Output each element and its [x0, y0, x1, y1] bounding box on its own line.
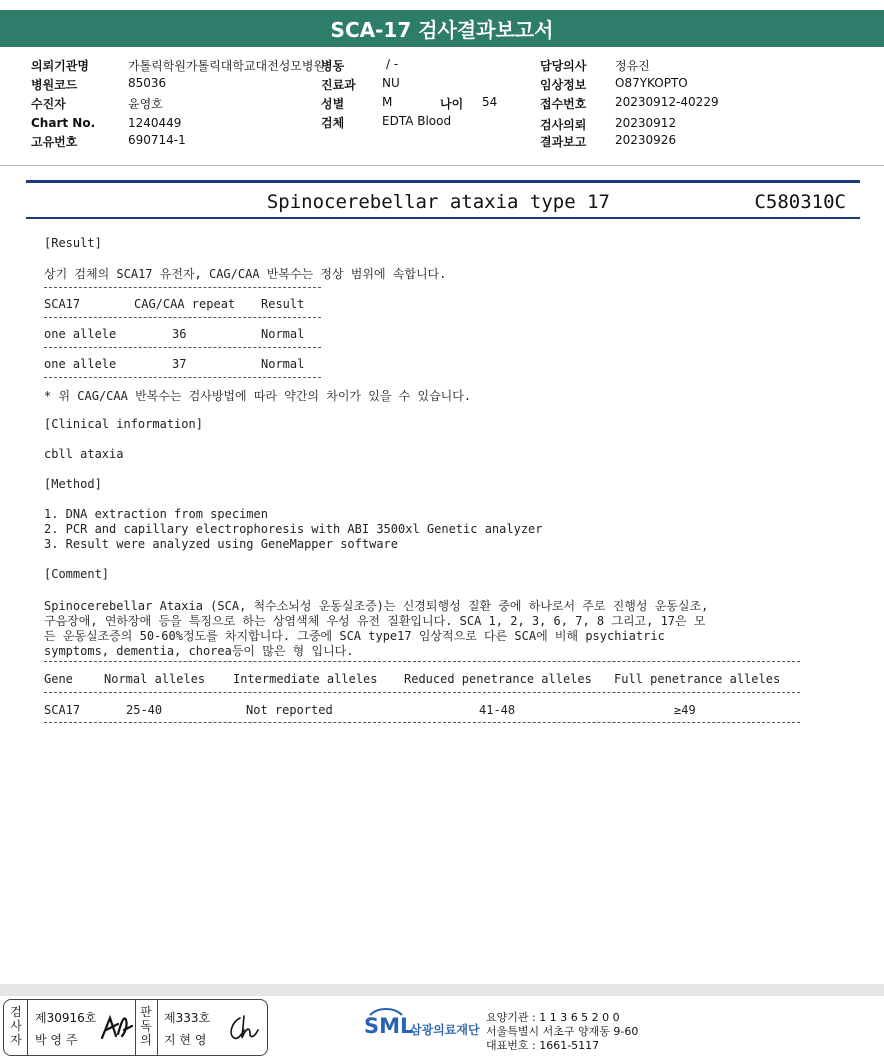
- physician-value: 정유진: [615, 59, 650, 73]
- reviewer-name: 지 현 영: [164, 1033, 207, 1047]
- sex-value: M: [382, 95, 393, 109]
- report-date-label: 결과보고: [540, 135, 587, 149]
- comment-line: 구음장애, 연하장애 등을 특징으로 하는 상염색체 우성 유전 질환입니다. SCA 1, 2, 3, 6, 7, 8 그리고, 17은 모: [44, 614, 706, 628]
- receipt-label: 접수번호: [540, 97, 587, 111]
- allele-table-header-normal: Normal alleles: [104, 672, 206, 686]
- test-code: C580310C: [754, 191, 846, 213]
- method-step: 1. DNA extraction from specimen: [44, 507, 268, 521]
- foundation-name: 삼광의료재단: [410, 1023, 480, 1037]
- reviewer-vertical-label: [137, 1005, 155, 1047]
- signature-box: [3, 999, 268, 1056]
- signature-divider: [157, 1000, 158, 1055]
- receipt-value: 20230912-40229: [615, 95, 719, 109]
- signature-divider: [27, 1000, 28, 1055]
- allele-2-result: Normal: [261, 357, 305, 371]
- method-step: 3. Result were analyzed using GeneMapper software: [44, 537, 399, 551]
- document-title: SCA-17 검사결과보고서: [330, 18, 554, 42]
- report-date-value: 20230926: [615, 133, 677, 147]
- clinical-info-value: O87YKOPTO: [615, 76, 688, 90]
- reviewer-license-no: 제333호: [164, 1011, 211, 1025]
- lab-code: 요양기관 : 1 1 3 6 5 2 0 0: [486, 1011, 620, 1024]
- report-title-top-rule: [26, 180, 860, 183]
- comment-line: 든 운동실조증의 50-60%정도를 차지합니다. 그중에 SCA type17 임상적으로 다른 SCA에 비해 psychiatric: [44, 629, 665, 643]
- institution-value: 가톨릭학원가톨릭대학교대전성모병원: [128, 59, 326, 73]
- table-divider: [44, 287, 321, 288]
- sml-logo: [364, 1006, 414, 1044]
- allele-1-repeat: 36: [172, 327, 187, 341]
- chart-no-value: 1240449: [128, 116, 182, 130]
- chart-no-label: Chart No.: [31, 116, 96, 130]
- allele-table-full: ≥49: [674, 703, 696, 717]
- id-value: 690714-1: [128, 133, 186, 147]
- logo-text: SML: [364, 1014, 414, 1038]
- test-name: Spinocerebellar ataxia type 17: [266, 191, 610, 213]
- header-divider: [0, 165, 884, 166]
- allele-table-normal: 25-40: [126, 703, 163, 717]
- lab-address: 서울특별시 서초구 양재동 9-60: [486, 1025, 639, 1038]
- ward-label: 병동: [321, 59, 345, 73]
- ward-value: / -: [386, 57, 399, 71]
- result-note: * 위 CAG/CAA 반복수는 검사방법에 따라 약간의 차이가 있을 수 있습니다.: [44, 389, 472, 403]
- tester-vertical-label: [7, 1005, 25, 1047]
- table-divider: [44, 661, 800, 662]
- department-label: 진료과: [321, 78, 356, 92]
- method-step: 2. PCR and capillary electrophoresis with ABI 3500xl Genetic analyzer: [44, 522, 543, 536]
- result-header-gene: SCA17: [44, 297, 81, 311]
- institution-label: 의뢰기관명: [31, 59, 89, 73]
- allele-1-result: Normal: [261, 327, 305, 341]
- method-heading: [Method]: [44, 477, 102, 491]
- table-divider: [44, 347, 321, 348]
- result-header-result: Result: [261, 297, 305, 311]
- allele-table-intermediate: Not reported: [246, 703, 333, 717]
- reviewer-signature: [226, 1012, 262, 1044]
- clinical-heading: [Clinical information]: [44, 417, 203, 431]
- specimen-value: EDTA Blood: [382, 114, 452, 128]
- comment-line: Spinocerebellar Ataxia (SCA, 척수소뇌성 운동실조증)는 신경퇴행성 질환 중에 하나로서 주로 진행성 운동실조,: [44, 599, 709, 613]
- age-label: 나이: [440, 97, 464, 111]
- result-heading: [Result]: [44, 236, 102, 250]
- allele-table-header-full: Full penetrance alleles: [614, 672, 781, 686]
- comment-heading: [Comment]: [44, 567, 110, 581]
- id-label: 고유번호: [31, 135, 78, 149]
- allele-table-gene: SCA17: [44, 703, 81, 717]
- table-divider: [44, 722, 800, 723]
- patient-value: 윤영호: [128, 97, 163, 111]
- hospital-code-label: 병원코드: [31, 78, 78, 92]
- allele-table-header-intermediate: Intermediate alleles: [233, 672, 378, 686]
- table-divider: [44, 692, 800, 693]
- physician-label: 담당의사: [540, 59, 587, 73]
- tester-name: 박 영 주: [35, 1033, 78, 1047]
- report-title-bottom-rule: [26, 217, 860, 219]
- age-value: 54: [482, 95, 498, 109]
- tester-signature: [98, 1010, 134, 1044]
- hospital-code-value: 85036: [128, 76, 167, 90]
- request-date-value: 20230912: [615, 116, 677, 130]
- patient-label: 수진자: [31, 97, 66, 111]
- result-statement: 상기 검체의 SCA17 유전자, CAG/CAA 반복수는 정상 범위에 속합니다.: [44, 267, 447, 281]
- result-header-repeat: CAG/CAA repeat: [134, 297, 236, 311]
- signature-divider: [135, 1000, 136, 1055]
- tester-license-no: 제30916호: [35, 1011, 97, 1025]
- clinical-info-label: 임상정보: [540, 78, 587, 92]
- comment-line: symptoms, dementia, chorea등이 많은 형 입니다.: [44, 644, 354, 658]
- allele-2-label: one allele: [44, 357, 117, 371]
- allele-1-label: one allele: [44, 327, 117, 341]
- specimen-label: 검체: [321, 116, 345, 130]
- table-divider: [44, 317, 321, 318]
- allele-table-header-reduced: Reduced penetrance alleles: [404, 672, 592, 686]
- request-label: 검사의뢰: [540, 118, 587, 132]
- table-divider: [44, 377, 321, 378]
- footer-band: [0, 984, 884, 996]
- department-value: NU: [382, 76, 400, 90]
- reviewer-label: 판독의: [140, 1005, 152, 1047]
- allele-table-reduced: 41-48: [479, 703, 516, 717]
- allele-2-repeat: 37: [172, 357, 187, 371]
- sex-label: 성별: [321, 97, 345, 111]
- clinical-info-text: cbll ataxia: [44, 447, 124, 461]
- lab-phone: 대표번호 : 1661-5117: [486, 1039, 600, 1052]
- report-title-bar: [0, 10, 884, 47]
- tester-label: 검사자: [10, 1005, 22, 1047]
- allele-table-header-gene: Gene: [44, 672, 73, 686]
